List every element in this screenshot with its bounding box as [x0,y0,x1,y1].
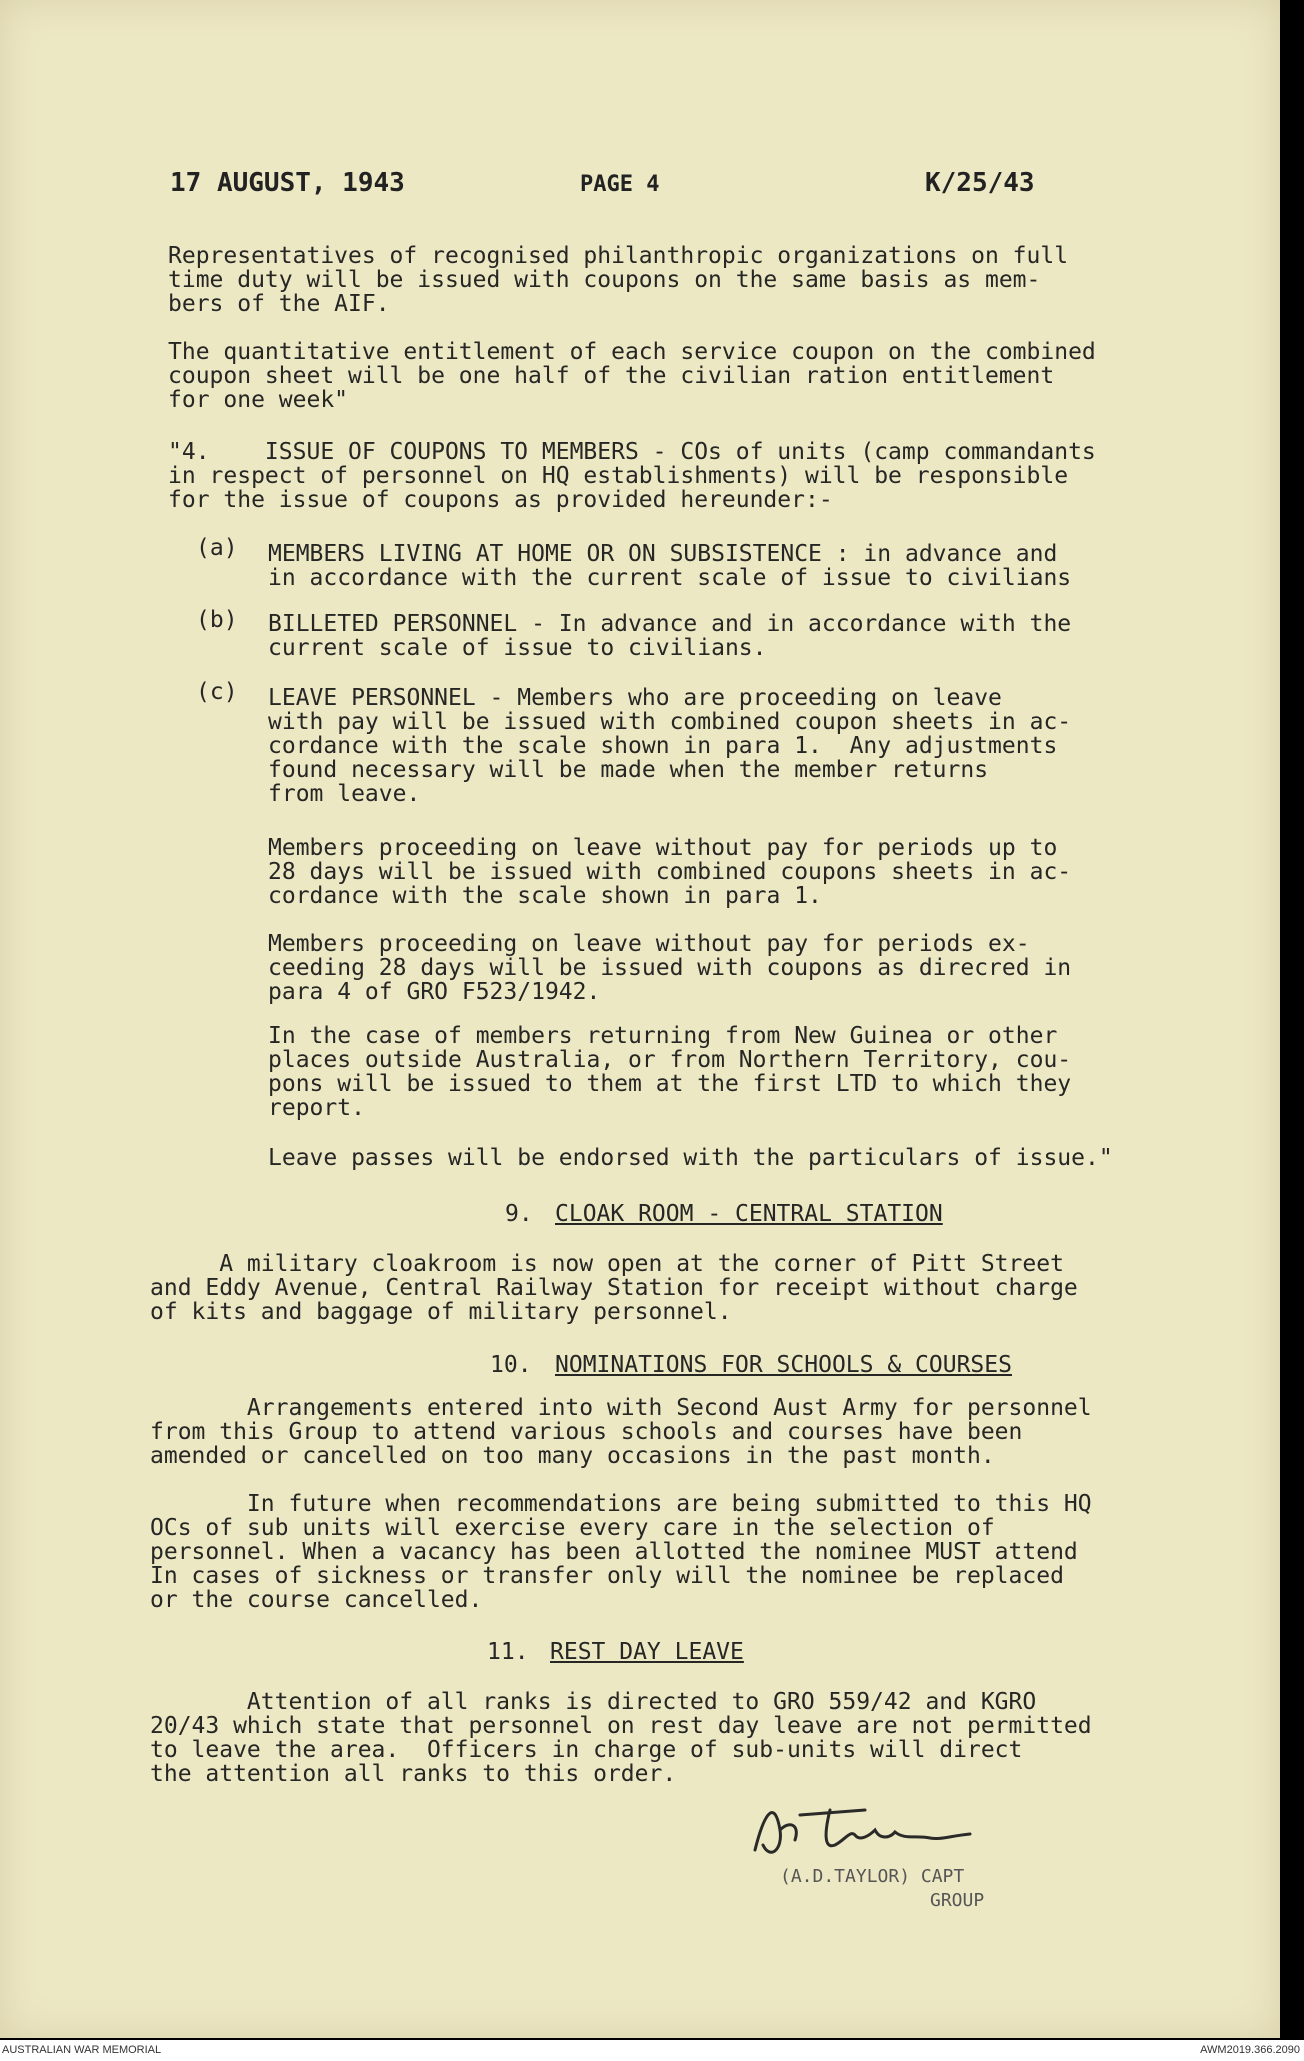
item-c-label: (c) [196,679,238,705]
section-10-paragraph-2 [150,1492,1092,1612]
leave-without-pay-long-paragraph [268,932,1071,1004]
text-line: in accordance with the current scale of issue to civilians [268,565,1072,591]
text-line: from this Group to attend various schools and courses have been [150,1419,1023,1445]
text-line: time duty will be issued with coupons on the same basis as mem- [168,267,1041,293]
text-line: ceeding 28 days will be issued with coupons as direcred in [268,955,1072,981]
text-line: from leave. [268,781,421,807]
text-line: In future when recommendations are being submitted to this HQ [150,1491,1092,1517]
section-10-paragraph-1 [150,1396,1092,1468]
item-b-text [268,612,1071,660]
text-line: MEMBERS LIVING AT HOME OR ON SUBSISTENCE : in advance and [268,541,1058,567]
text-line: amended or cancelled on too many occasions in the past month. [150,1443,995,1469]
header-page-number: PAGE 4 [580,172,660,197]
header-reference: K/25/43 [925,168,1035,198]
text-line: Members proceeding on leave without pay for periods up to [268,835,1058,861]
text-line: of kits and baggage of military personnel. [150,1299,732,1325]
text-line: for one week" [168,387,349,413]
signatory-title: GROUP [930,1890,985,1911]
section-9-number: 9. [505,1201,533,1227]
text-line: OCs of sub units will exercise every care in the selection of [150,1515,995,1541]
quantitative-entitlement-paragraph [168,340,1096,412]
section-9-body [150,1252,1078,1324]
text-line: with pay will be issued with combined coupon sheets in ac- [268,709,1072,735]
text-line: in respect of personnel on HQ establishments) will be responsible [168,463,1069,489]
item-c-text [268,686,1071,806]
section-10-number: 10. [490,1352,532,1378]
leave-passes-line: Leave passes will be endorsed with the particulars of issue." [268,1145,1113,1171]
text-line: for the issue of coupons as provided hereunder:- [168,487,833,513]
text-line: A military cloakroom is now open at the corner of Pitt Street [150,1251,1064,1277]
text-line: LEAVE PERSONNEL - Members who are proceeding on leave [268,685,1002,711]
text-line: Members proceeding on leave without pay for periods ex- [268,931,1030,957]
archive-footer [0,2040,1304,2061]
text-line: Representatives of recognised philanthropic organizations on full [168,243,1069,269]
text-line: para 4 of GRO F523/1942. [268,979,601,1005]
signatory-name: (A.D.TAYLOR) CAPT [780,1866,965,1887]
section-10-heading: NOMINATIONS FOR SCHOOLS & COURSES [555,1352,1012,1378]
text-line: coupon sheet will be one half of the civilian ration entitlement [168,363,1055,389]
text-line: Attention of all ranks is directed to GRO 559/42 and KGRO [150,1689,1037,1715]
text-line: the attention all ranks to this order. [150,1761,677,1787]
para-4-issue-of-coupons [168,440,1096,512]
text-line: places outside Australia, or from Northern Territory, cou- [268,1047,1072,1073]
text-line: pons will be issued to them at the first LTD to which they [268,1071,1072,1097]
leave-without-pay-short-paragraph [268,836,1071,908]
text-line: report. [268,1095,365,1121]
text-line: found necessary will be made when the member returns [268,757,989,783]
section-11-body [150,1690,1092,1786]
text-line: "4. ISSUE OF COUPONS TO MEMBERS - COs of units (camp commandants [168,439,1096,465]
text-line: cordance with the scale shown in para 1. [268,883,822,909]
header-date: 17 AUGUST, 1943 [170,168,405,198]
text-line: 28 days will be issued with combined coupons sheets in ac- [268,859,1072,885]
intro-paragraph [168,244,1068,316]
section-11-heading: REST DAY LEAVE [550,1639,744,1665]
returning-members-paragraph [268,1024,1071,1120]
text-line: 20/43 which state that personnel on rest day leave are not permitted [150,1713,1092,1739]
text-line: BILLETED PERSONNEL - In advance and in accordance with the [268,611,1072,637]
text-line: In cases of sickness or transfer only will the nominee be replaced [150,1563,1064,1589]
text-line: bers of the AIF. [168,291,390,317]
footer-institution: AUSTRALIAN WAR MEMORIAL [2,2044,162,2056]
text-line: In the case of members returning from New Guinea or other [268,1023,1058,1049]
text-line: current scale of issue to civilians. [268,635,767,661]
section-11-number: 11. [487,1639,529,1665]
handwritten-signature [745,1790,985,1870]
text-line: or the course cancelled. [150,1587,483,1613]
footer-accession-number: AWM2019.366.2090 [1200,2044,1300,2056]
item-a-text [268,542,1071,590]
item-a-label: (a) [196,535,238,561]
text-line: The quantitative entitlement of each service coupon on the combined [168,339,1096,365]
text-line: personnel. When a vacancy has been allotted the nominee MUST attend [150,1539,1078,1565]
item-b-label: (b) [196,607,238,633]
text-line: Arrangements entered into with Second Aust Army for personnel [150,1395,1092,1421]
section-9-heading: CLOAK ROOM - CENTRAL STATION [555,1201,943,1227]
text-line: and Eddy Avenue, Central Railway Station for receipt without charge [150,1275,1078,1301]
text-line: cordance with the scale shown in para 1. Any adjustments [268,733,1058,759]
text-line: to leave the area. Officers in charge of sub-units will direct [150,1737,1023,1763]
